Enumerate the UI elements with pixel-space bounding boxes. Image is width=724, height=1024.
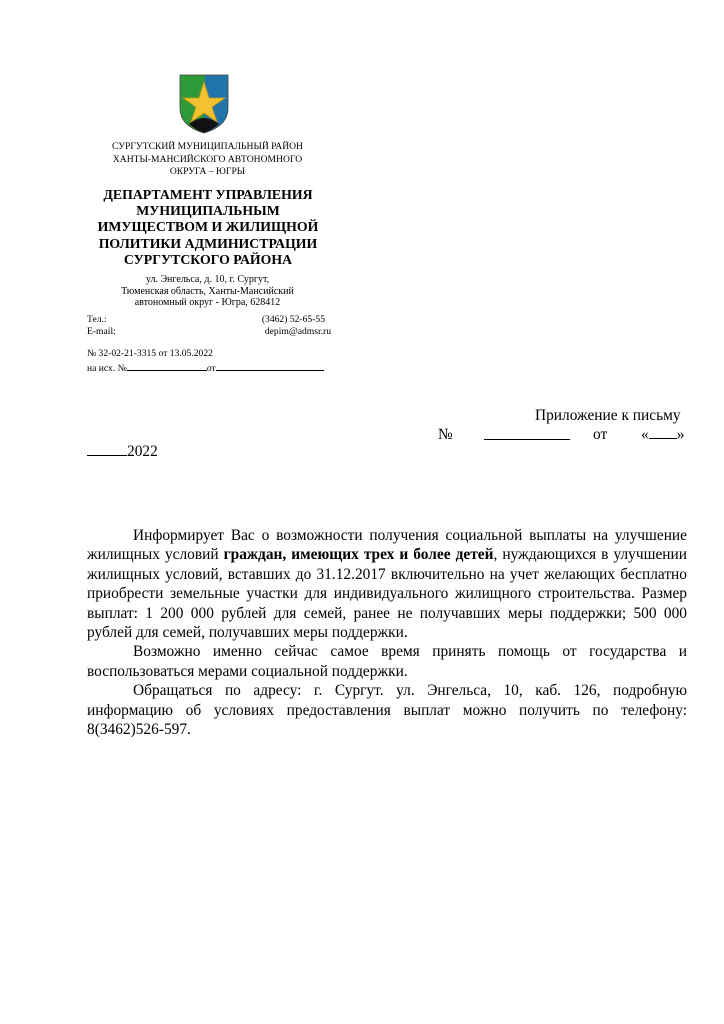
- quote-open: «: [641, 426, 649, 443]
- reply-prefix: на исх. №: [87, 363, 127, 374]
- address-block: [90, 274, 325, 309]
- paragraph-3: Обращаться по адресу: г. Сургут. ул. Энгельса, 10, каб. 126, подробную информацию об условиях предоставления выплат можно получить по телефону: 8(3462)526-597.: [87, 682, 687, 739]
- paragraph-1-bold: граждан, имеющих трех и более детей: [223, 546, 494, 564]
- quote-close: »: [676, 426, 685, 443]
- department-line-1: ДЕПАРТАМЕНТ УПРАВЛЕНИЯ: [103, 187, 313, 202]
- address-line-3: автономный округ - Югра, 628412: [134, 297, 281, 309]
- appendix-from: от: [593, 426, 608, 443]
- email-value: depim@admsr.ru: [264, 326, 331, 337]
- phone-row: [87, 314, 331, 326]
- region-line-3: ОКРУГА – ЮГРЫ: [169, 166, 246, 177]
- appendix-number-blank: [484, 439, 570, 440]
- appendix-number-sign: №: [438, 426, 453, 443]
- address-line-2: Тюменская область, Ханты-Мансийский: [121, 285, 294, 297]
- paragraph-1: [87, 526, 687, 642]
- address-line-1: ул. Энгельса, д. 10, г. Сургут,: [145, 274, 270, 285]
- department-line-5: СУРГУТСКОГО РАЙОНА: [123, 251, 293, 267]
- region-line-2: ХАНТЫ-МАНСИЙСКОГО АВТОНОМНОГО: [112, 153, 303, 165]
- appendix-day: [641, 425, 684, 444]
- coat-of-arms-logo: [179, 74, 229, 134]
- paragraph-1-text-a: Информирует Вас о возможности получения социальной выплаты на улучшение жилищных условий: [87, 527, 687, 564]
- department-line-3: ИМУЩЕСТВОМ И ЖИЛИЩНОЙ: [97, 219, 319, 235]
- department-line-2: МУНИЦИПАЛЬНЫМ: [136, 203, 280, 219]
- department-line-4: ПОЛИТИКИ АДМИНИСТРАЦИИ: [98, 235, 318, 251]
- paragraph-2: Возможно именно сейчас самое время принять помощь от государства и воспользоваться мерами социальной поддержки.: [87, 643, 687, 680]
- phone-label: Тел.:: [87, 314, 107, 325]
- letter-body: [87, 526, 687, 739]
- reply-from: от: [206, 363, 216, 374]
- appendix-title: Приложение к письму: [535, 407, 681, 424]
- region-line-1: СУРГУТСКИЙ МУНИЦИПАЛЬНЫЙ РАЙОН: [111, 141, 303, 152]
- phone-value: (3462) 52-65-55: [261, 314, 325, 325]
- region-name: [90, 141, 325, 179]
- paragraph-1-text-b: , нуждающихся в улучшении жилищных условий, вставших до 31.12.2017 включительно на учет желающих бесплатно приобрести земельные участки для индивидуального жилищного строительства. Размер выплат: 1 200 000 рублей для семей, ранее не получавших меры поддержки; 500 000 рублей для семей, получавших меры поддержки.: [87, 546, 688, 642]
- contacts-block: [87, 314, 331, 338]
- reply-reference: [87, 360, 324, 375]
- email-row: [87, 326, 331, 338]
- appendix-year-line: [87, 442, 158, 461]
- email-label: E-mail:: [87, 326, 116, 337]
- department-name: [80, 187, 336, 268]
- appendix-year: 2022: [127, 443, 158, 460]
- reg-number: № 32-02-21-3315 от 13.05.2022: [87, 348, 213, 359]
